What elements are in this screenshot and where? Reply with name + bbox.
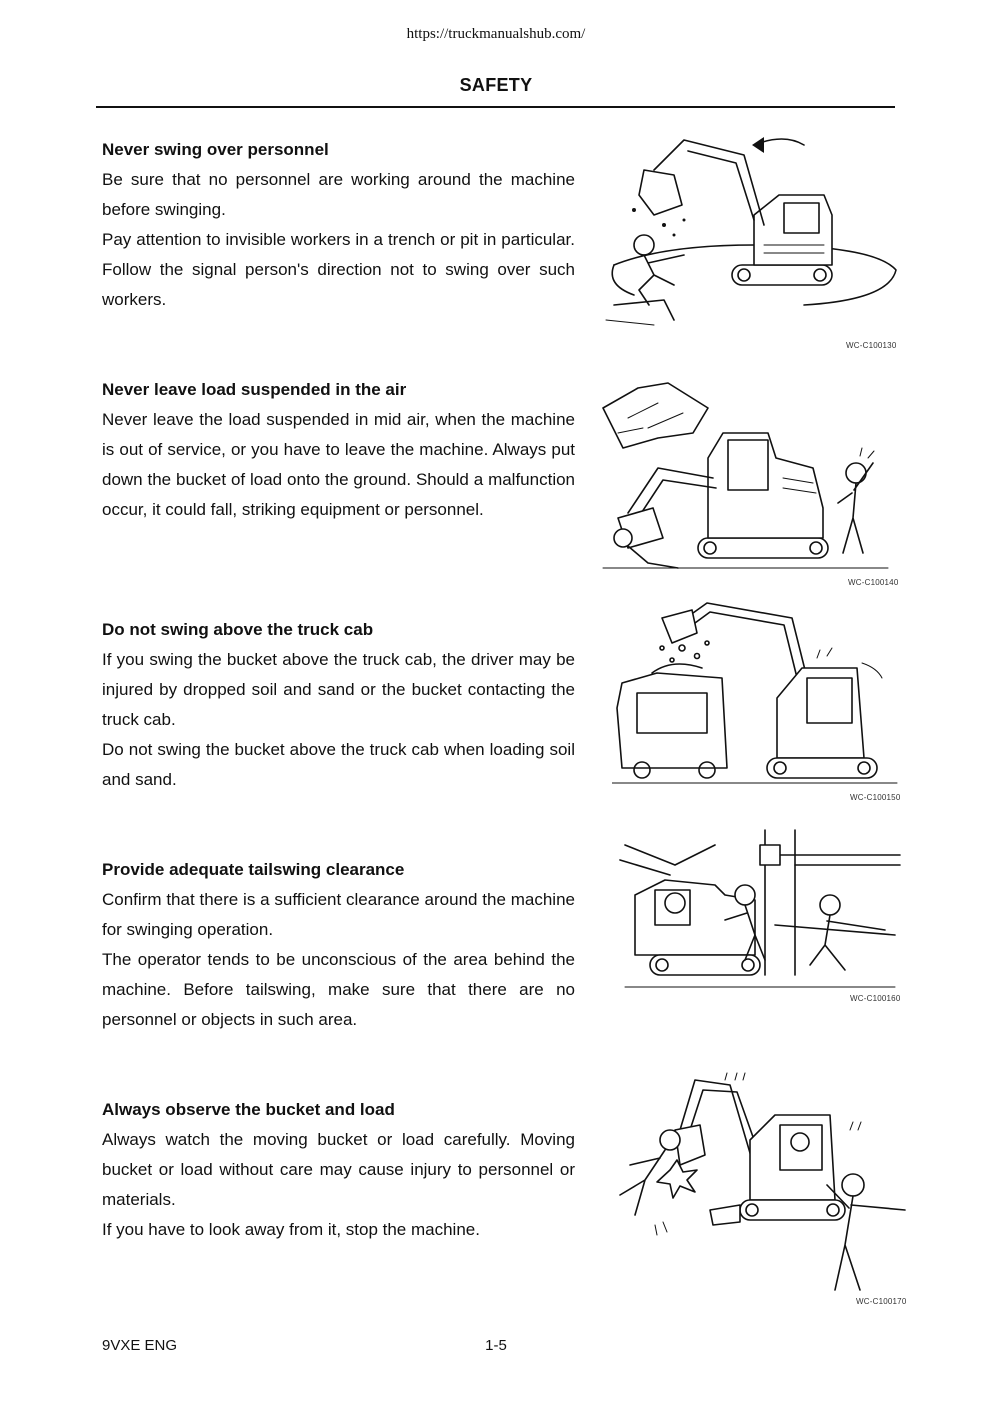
section-tailswing-clearance (102, 855, 575, 1035)
section-paragraph: Never leave the load suspended in mid air, when the machine is out of service, or you have to leave the machine. Always put down the bucket of load onto the ground. Should a malfunction occur, it could fall, striking equipment or personnel. (102, 410, 575, 519)
illustration-load-suspended (598, 378, 898, 578)
section-heading: Never swing over personnel (102, 140, 329, 159)
section-paragraph: Pay attention to invisible workers in a trench or pit in particular. Follow the signal person's direction not to swing over such workers. (102, 230, 575, 309)
section-paragraph: If you swing the bucket above the truck cab, the driver may be injured by dropped soil and sand or the bucket contacting the truck cab. (102, 650, 575, 729)
section-heading: Do not swing above the truck cab (102, 620, 374, 639)
figure-code: WC-C100170 (856, 1297, 907, 1306)
section-heading: Always observe the bucket and load (102, 1100, 395, 1119)
section-swing-above-truck-cab (102, 615, 575, 795)
illustration-tailswing (615, 825, 905, 995)
header-rule (96, 106, 895, 108)
page-title: SAFETY (459, 75, 533, 95)
figure-code: WC-C100150 (850, 793, 901, 802)
section-paragraph: Always watch the moving bucket or load carefully. Moving bucket or load without care may cause injury to personnel or materials. (102, 1130, 575, 1209)
illustration-swing-above-truck (612, 598, 902, 788)
page-number: 1-5 (485, 1337, 507, 1354)
section-paragraph: Be sure that no personnel are working around the machine before swinging. (102, 170, 575, 219)
figure-code: WC-C100140 (848, 578, 899, 587)
section-paragraph: If you have to look away from it, stop the machine. (102, 1220, 480, 1239)
section-paragraph: The operator tends to be unconscious of the area behind the machine. Before tailswing, make sure that there are no personnel or objects in such area. (102, 950, 575, 1029)
document-code: 9VXE ENG (102, 1337, 178, 1354)
figure-code: WC-C100160 (850, 994, 901, 1003)
section-paragraph: Do not swing the bucket above the truck cab when loading soil and sand. (102, 740, 575, 789)
illustration-observe-bucket (605, 1070, 910, 1295)
section-heading: Never leave load suspended in the air (102, 380, 407, 399)
section-swing-over-personnel (102, 135, 575, 315)
illustration-swing-over-personnel (604, 125, 904, 335)
figure-code: WC-C100130 (846, 341, 897, 350)
section-load-suspended (102, 375, 575, 525)
section-observe-bucket (102, 1095, 575, 1245)
section-heading: Provide adequate tailswing clearance (102, 860, 405, 879)
section-paragraph: Confirm that there is a sufficient clearance around the machine for swinging operation. (102, 890, 575, 939)
source-url: https://truckmanualshub.com/ (406, 26, 586, 42)
